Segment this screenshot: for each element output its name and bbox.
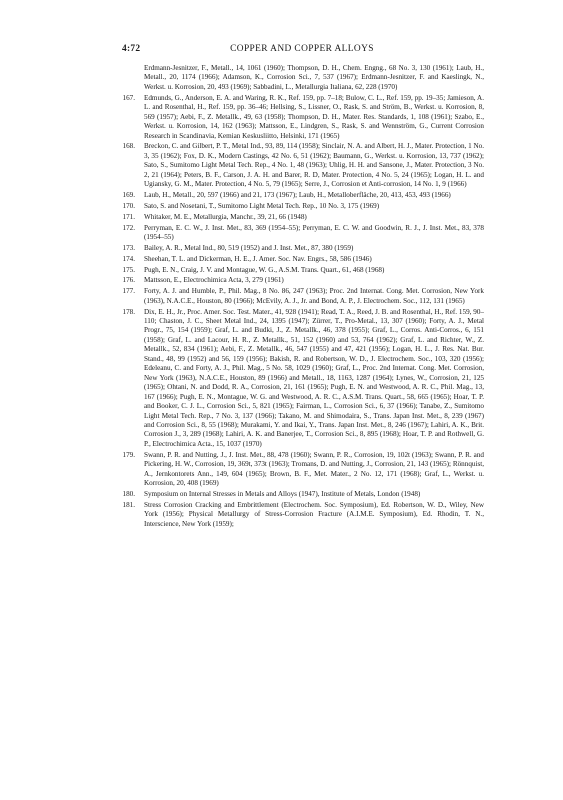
reference-number: 167.: [122, 93, 135, 102]
reference-item: [115, 308, 484, 450]
reference-text: Laub, H., Metall., 20, 597 (1966) and 21, 173 (1967); Laub, H., Metalloberfläche, 20, 413, 453, 493 (1966): [144, 191, 451, 200]
reference-text: Whitaker, M. E., Metallurgia, Manchr., 39, 21, 66 (1948): [144, 212, 307, 221]
reference-number: 175.: [122, 265, 135, 274]
reference-item: [115, 276, 484, 285]
reference-text: Swann, P. R. and Nutting, J., J. Inst. Met., 88, 478 (1960); Swann, P. R., Corrosion, 19, 102t (1963); Swann, P. R. and Pickering, H. W., Corrosion, 19, 369t, 373t (1963); Tromans, D. and Nutting, J., Corrosion, 21, 143 (1965); Rönnquist, A., Jernkontorets Ann., 149, 604 (1965); Brown, B. F., Met. Mater., 2 No. 12, 171 (1968); Graf, L., Werkst. u. Korrosion, 20, 408 (1969): [144, 450, 484, 488]
reference-item: [115, 501, 484, 529]
page-number: 4:72: [122, 44, 141, 54]
reference-number: 178.: [122, 307, 135, 316]
reference-number: 173.: [122, 243, 135, 252]
reference-text: Dix, E. H., Jr., Proc. Amer. Soc. Test. Mater., 41, 928 (1941); Read, T. A., Reed, J. B. and Rosenthal, H., Ref. 159, 90–110; Chaston, J. C., Sheet Metal Ind., 24, 1395 (1947); Zürrer, T., Pro-Metal., 13, 307 (1960); Forty, A. J., Metal Progr., 75, 154 (1959); Graf, L. and Budki, J., Z. Metallk., 46, 378 (1955); Graf, L., Corros. Anti-Corros., 6, 151 (1958); Graf, L. and Lacour, H. R., Z. Metallk., 51, 152 (1960) and 53, 764 (1962); Graf, L. and Richter, W., Z. Metallk., 52, 834 (1961); Aebi, F., Z. Metallk., 46, 547 (1955) and 47, 421 (1956); Logan, H. L., J. Res. Nat. Bur. Stand., 48, 99 (1952) and 56, 159 (1956); Bakish, R. and Robertson, W. D., J. Electrochem. Soc., 103, 320 (1956); Edeleanu, C. and Forty, A. J., Phil. Mag., 5 No. 58, 1029 (1960); Graf, L., Proc. 2nd Internat. Cong. Met. Corrosion, New York (1963), N.A.C.E., Houston, 89 (1966) and Metall., 18, 1163, 1287 (1964); Lynes, W., Corrosion, 21, 125 (1965); Ohtani, N. and Dodd, R. A., Corrosion, 21, 161 (1965); Pugh, E. N. and Westwood, A. R. C., Phil. Mag., 13, 167 (1966); Pugh, E. N., Montague, W. G. and Westwood, A. R. C., A.S.M. Trans. Quart., 58, 665 (1965); Hoar, T. P. and Booker, C. J. L., Corrosion Sci., 5, 821 (1965); Fairman, L., Corrosion Sci., 6, 37 (1966); Tanabe, Z., Sumitomo Light Metal Tech. Rep., 7 No. 3, 137 (1966); Takano, M. and Shimodaira, S., Trans. Japan Inst. Met., 8, 239 (1967) and Corrosion Sci., 8, 55 (1968); Murakami, Y. and Ikai, Y., Trans. Japan Inst. Met., 8, 246 (1967); Lahiri, A. K., Brit. Corrosion J., 3, 289 (1968); Lahiri, A. K. and Banerjee, T., Corrosion Sci., 8, 895 (1968); Hoar, T. P. and Rothwell, G. P., Electrochimica Acta., 15, 1037 (1970): [144, 307, 484, 448]
reference-item: [115, 287, 484, 306]
reference-number: 171.: [122, 212, 135, 221]
reference-item: [115, 224, 484, 243]
reference-text: Erdmann-Jesnitzer, F., Metall., 14, 1061 (1960); Thompson, D. H., Chem. Engng., 68 No. 3, 130 (1961); Laub, H., Metall., 20, 1174 (1966); Adamson, K., Corrosion Sci., 7, 537 (1967); Erdmann-Jesnitzer, F. and Kaeslingk, N., Werkst. u. Korrosion, 20, 493 (1969); Sabbadini, L., Metallurgia Italiana, 62, 228 (1970): [144, 64, 484, 91]
reference-item: [115, 244, 484, 253]
reference-text: Breckon, C. and Gilbert, P. T., Metal Ind., 93, 89, 114 (1958); Sinclair, N. A. and Albert, H. J., Mater. Protection, 1 No. 3, 35 (1962); Fox, D. K., Modern Castings, 42 No. 6, 51 (1962); Baumann, G., Werkst. u. Korrosion, 13, 737 (1962); Sato, S., Sumitomo Light Metal Tech. Rep., 4 No. 1, 48 (1963); Uhlig, H. H. and Sansone, J., Mater. Protection, 3 No. 2, 21 (1964); Peters, B. F., Carson, J. A. H. and Barer, R. D, Mater. Protection, 4 No. 5, 24 (1965); Logan, H. L. and Ugiansky, G. M., Mater. Protection, 4 No. 5, 79 (1965); Serre, J., Corrosion et Anti-corrosion, 14 No. 1, 9 (1966): [144, 142, 484, 189]
reference-list: [115, 64, 484, 531]
reference-number: 181.: [122, 500, 135, 509]
reference-item: [115, 191, 484, 200]
reference-text: Mattsson, E., Electrochimica Acta, 3, 279 (1961): [144, 276, 284, 285]
reference-text: Forty, A. J. and Humble, P., Phil. Mag., 8 No. 86, 247 (1963); Proc. 2nd Internat. Cong. Met. Corrosion, New York (1963), N.A.C.E., Houston, 80 (1966); McEvily, A. J., Jr. and Bond, A. P., J. Electrochem. Soc., 112, 131 (1965): [144, 287, 484, 305]
reference-number: 168.: [122, 142, 135, 151]
reference-text: Stress Corrosion Cracking and Embrittlement (Electrochem. Soc. Symposium), Ed. Robertson, W. D., Wiley, New York (1956); Physical Metallurgy of Stress-Corrosion Fracture (A.I.M.E. Symposium), Ed. Rhodin, T. N., Interscience, New York (1959);: [144, 500, 484, 528]
reference-item: [115, 490, 484, 499]
reference-number: 170.: [122, 201, 135, 210]
reference-number: 176.: [122, 276, 135, 285]
reference-text: Symposium on Internal Stresses in Metals and Alloys (1947), Institute of Metals, London (1948): [144, 489, 421, 498]
reference-text: Sheehan, T. L. and Dickerman, H. E., J. Amer. Soc. Nav. Engrs., 58, 586 (1946): [144, 254, 372, 263]
reference-item: [115, 255, 484, 264]
reference-item: [115, 202, 484, 211]
running-head: [122, 42, 482, 56]
reference-number: 169.: [122, 191, 135, 200]
reference-number: 172.: [122, 223, 135, 232]
reference-number: 179.: [122, 450, 135, 459]
reference-text: Perryman, E. C. W., J. Inst. Met., 83, 369 (1954–55); Perryman, E. C. W. and Goodwin, R. J., J. Inst. Met., 83, 378 (1954–55): [144, 223, 484, 242]
reference-number: 177.: [122, 287, 135, 296]
reference-number: 180.: [122, 489, 135, 498]
reference-text: Pugh, E. N., Craig, J. V. and Montague, W. G., A.S.M. Trans. Quart., 61, 468 (1968): [144, 265, 385, 274]
reference-text: Bailey, A. R., Metal Ind., 80, 519 (1952) and J. Inst. Met., 87, 380 (1959): [144, 243, 354, 252]
reference-item: [115, 213, 484, 222]
reference-item: [115, 94, 484, 141]
reference-number: 174.: [122, 254, 135, 263]
running-title: COPPER AND COPPER ALLOYS: [230, 44, 374, 54]
reference-item: [115, 142, 484, 189]
reference-item: [115, 64, 484, 92]
reference-text: Edmunds, G., Anderson, E. A. and Waring, R. K., Ref. 159, pp. 7–18; Bulow, C. L., Ref. 159, pp. 19–35; Jamieson, A. L. and Rosenthal, H., Ref. 159, pp. 36–46; Hellsing, S., Lissner, O., Rask, S. and Ström, B., Werkst. u. Korrosion, 8, 569 (1957); Aebi, F., Z. Metallk., 49, 63 (1958); Thompson, D. H., Mater. Res. Standards, 1, 108 (1961); Szabo, E., Werkst. u. Korrosion, 14, 162 (1963); Mattsson, E., Lindgren, S., Rask, S. and Wennström, G., Current Corrosion Research in Scandinavia, Kemian Keskusliitto, Helsinki, 171 (1965): [144, 93, 484, 140]
reference-text: Sato, S. and Nosetani, T., Sumitomo Light Metal Tech. Rep., 10 No. 3, 175 (1969): [144, 201, 380, 210]
reference-item: [115, 451, 484, 489]
reference-item: [115, 266, 484, 275]
